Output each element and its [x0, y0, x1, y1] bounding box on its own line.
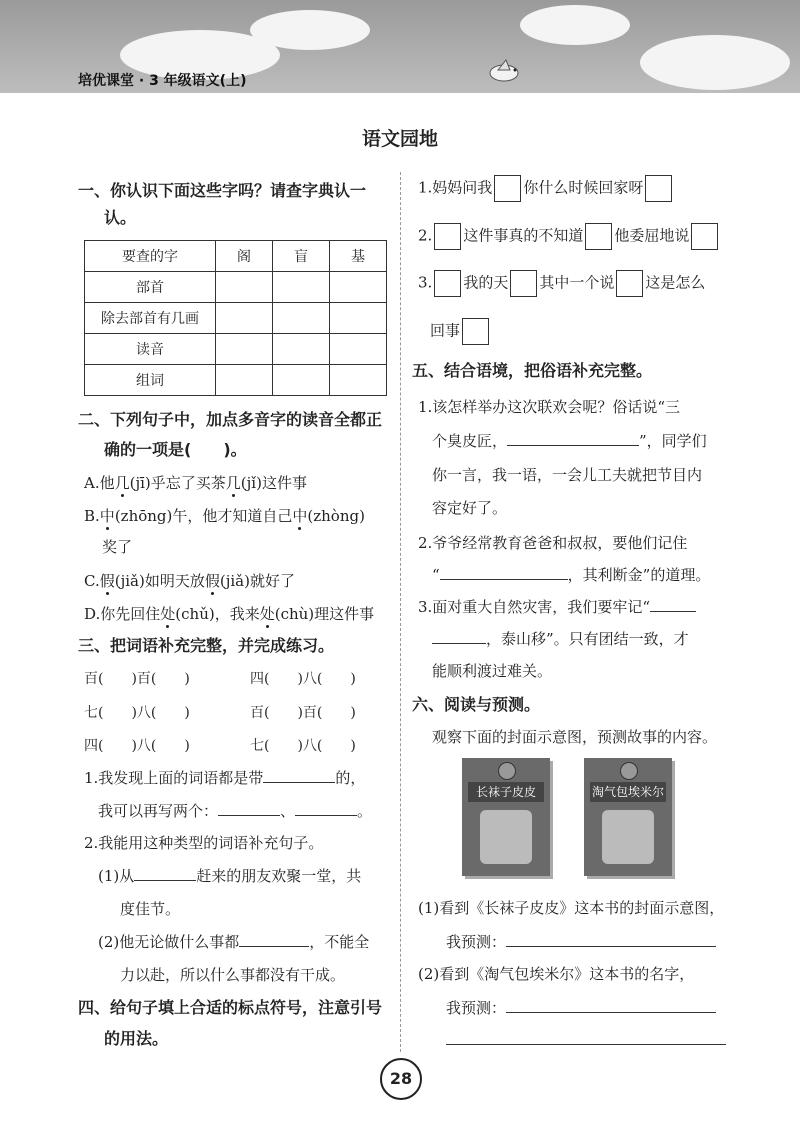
column-divider [400, 172, 401, 1052]
q6-item-2: (2)看到《淘气包埃米尔》这本书的名字， [418, 965, 695, 983]
table-header-cell: 阁 [216, 241, 273, 272]
publisher-seal-icon [620, 762, 638, 780]
q5-item-1-cont3: 容定好了。 [432, 499, 508, 517]
cloud-decoration [640, 35, 790, 90]
text: (zhòng) [307, 507, 365, 525]
punct-box[interactable] [616, 270, 643, 297]
text: (1)从 [98, 867, 135, 885]
answer-blank[interactable] [432, 629, 486, 644]
text: (jǐ)这件事 [240, 474, 307, 492]
q5-item-3-cont [432, 628, 689, 649]
answer-blank[interactable] [506, 932, 716, 947]
text: 我可以再写两个： [98, 802, 219, 820]
q4-line-3 [418, 270, 705, 297]
punct-box[interactable] [462, 318, 489, 345]
answer-blank[interactable] [440, 565, 568, 580]
lookup-table [84, 240, 387, 396]
option-b[interactable] [84, 505, 365, 526]
q4-line-3-cont [430, 318, 491, 345]
q5-item-2-cont [432, 564, 710, 585]
q3-item-2: 2.我能用这种类型的词语补充句子。 [84, 834, 324, 852]
text: (chù)理这件事 [274, 605, 375, 623]
table-cell[interactable] [330, 272, 387, 303]
q5-item-2: 2.爷爷经常教育爸爸和叔叔，要他们记住 [418, 534, 688, 552]
table-cell[interactable] [216, 272, 273, 303]
table-cell[interactable] [273, 272, 330, 303]
table-header-cell: 要查的字 [85, 241, 216, 272]
word-fill[interactable]: 四( )八( ) [250, 671, 356, 687]
table-cell[interactable] [273, 303, 330, 334]
text: (2)他无论做什么事都 [98, 933, 240, 951]
bird-icon [484, 58, 524, 84]
dotted-char: 几 [225, 474, 241, 492]
answer-blank[interactable] [134, 866, 196, 881]
text: ，其利断金”的道理。 [567, 566, 711, 584]
punct-box[interactable] [691, 223, 718, 250]
word-fill[interactable]: 百( )百( ) [84, 671, 190, 687]
table-row [85, 272, 387, 303]
answer-blank[interactable] [650, 597, 696, 612]
q4-title: 四、给句子填上合适的标点符号，注意引号 [78, 998, 383, 1017]
cloud-decoration [520, 5, 630, 45]
table-row-label: 部首 [85, 272, 216, 303]
series-title: 培优课堂 · 3 年级语文(上) [78, 73, 247, 89]
option-d[interactable] [84, 603, 374, 624]
option-c[interactable] [84, 570, 295, 591]
text: (jī)乎忘了买茶 [129, 474, 226, 492]
table-cell[interactable] [216, 365, 273, 396]
text: (jiǎ)如明天放 [114, 572, 205, 590]
q2-title-cont: 确的一项是( )。 [104, 440, 247, 459]
book-title: 淘气包埃米尔 [590, 782, 666, 802]
table-cell[interactable] [330, 334, 387, 365]
table-cell[interactable] [216, 334, 273, 365]
book-cover-pippi [462, 758, 550, 876]
table-header-cell: 基 [330, 241, 387, 272]
q3-item-2-1-cont: 度佳节。 [120, 900, 181, 918]
q4-line-1 [418, 175, 674, 202]
table-row [85, 303, 387, 334]
text: 我预测： [446, 999, 507, 1017]
q3-item-2-2-cont: 力以赴，所以什么事都没有干成。 [120, 966, 346, 984]
text: (chǔ)，我来 [175, 605, 260, 623]
table-row [85, 241, 387, 272]
cover-illustration-icon [602, 810, 654, 864]
text: 他委屈地说 [614, 226, 690, 245]
text: 这件事真的不知道 [463, 226, 584, 245]
answer-blank[interactable] [239, 932, 309, 947]
text: ”，同学们 [639, 432, 707, 450]
q4-title-cont: 的用法。 [104, 1029, 169, 1048]
q6-item-1: (1)看到《长袜子皮皮》这本书的封面示意图， [418, 899, 725, 917]
table-cell[interactable] [330, 365, 387, 396]
table-row [85, 365, 387, 396]
q6-intro: 观察下面的封面示意图，预测故事的内容。 [432, 728, 718, 746]
text: 的， [335, 769, 366, 787]
text: 赶来的朋友欢聚一堂，共 [196, 867, 362, 885]
punct-box[interactable] [434, 223, 461, 250]
text: 这是怎么 [645, 273, 706, 292]
q6-item-2-cont [446, 997, 716, 1018]
punct-box[interactable] [510, 270, 537, 297]
q5-item-3-cont2: 能顺利渡过难关。 [432, 662, 553, 680]
text: “ [432, 566, 440, 584]
text: 1.妈妈问我 [418, 178, 493, 197]
cloud-decoration [250, 10, 370, 50]
q5-item-3 [418, 596, 696, 617]
table-row-label: 除去部首有几画 [85, 303, 216, 334]
option-b-cont: 奖了 [102, 538, 133, 556]
text: 回事 [430, 321, 461, 340]
q3-item-1 [84, 767, 365, 788]
q2-title: 二、下列句子中，加点多音字的读音全都正 [78, 410, 383, 429]
publisher-seal-icon [498, 762, 516, 780]
text: 你什么时候回家呀 [523, 178, 644, 197]
q1-title-cont: 认。 [104, 208, 137, 227]
q5-title: 五、结合语境，把俗语补充完整。 [412, 361, 653, 380]
q4-line-2 [418, 223, 720, 250]
dotted-char: 假 [204, 572, 220, 590]
text: 其中一个说 [539, 273, 615, 292]
answer-blank[interactable] [263, 768, 335, 783]
q5-item-1: 1.该怎样举办这次联欢会呢？俗话说“三 [418, 398, 680, 416]
text: 我预测： [446, 933, 507, 951]
q3-item-2-2 [98, 931, 369, 952]
dotted-char: 假 [99, 572, 115, 590]
table-row-label: 读音 [85, 334, 216, 365]
word-fill[interactable]: 七( )八( ) [250, 738, 356, 754]
punct-box[interactable] [494, 175, 521, 202]
text: 2. [418, 226, 433, 245]
q3-item-2-1 [98, 865, 361, 886]
q6-title: 六、阅读与预测。 [412, 695, 541, 714]
text: 3. [418, 273, 433, 292]
punct-box[interactable] [645, 175, 672, 202]
q1-title: 一、你认识下面这些字吗？请查字典认一 [78, 181, 367, 200]
text: C. [84, 572, 100, 590]
dotted-char: 中 [292, 507, 308, 525]
text: ，不能全 [309, 933, 370, 951]
page-title: 语文园地 [361, 128, 438, 150]
text: ，泰山移”。只有团结一致，才 [486, 630, 689, 648]
table-row [85, 334, 387, 365]
q5-item-1-cont2: 你一言，我一语，一会儿工夫就把节目内 [432, 466, 703, 484]
text: B. [84, 507, 100, 525]
word-fill[interactable]: 百( )百( ) [250, 705, 356, 721]
text: 1.我发现上面的词语都是带 [84, 769, 264, 787]
table-cell[interactable] [216, 303, 273, 334]
q6-item-1-cont [446, 931, 716, 952]
punct-box[interactable] [434, 270, 461, 297]
table-row-label: 组词 [85, 365, 216, 396]
punct-box[interactable] [585, 223, 612, 250]
answer-blank[interactable] [218, 801, 280, 816]
word-fill[interactable]: 四( )八( ) [84, 738, 190, 754]
text: 3.面对重大自然灾害，我们要牢记“ [418, 598, 650, 616]
dotted-char: 几 [114, 474, 130, 492]
table-cell[interactable] [273, 365, 330, 396]
text: 。 [357, 802, 373, 820]
table-header-cell: 盲 [273, 241, 330, 272]
word-fill[interactable]: 七( )八( ) [84, 705, 190, 721]
table-cell[interactable] [330, 303, 387, 334]
header-banner [0, 0, 800, 93]
page-number: 28 [380, 1058, 422, 1100]
text: 我的天 [463, 273, 509, 292]
dotted-char: 处 [160, 605, 176, 623]
table-cell[interactable] [273, 334, 330, 365]
answer-blank[interactable] [507, 431, 639, 446]
text: D.你先回住 [84, 605, 161, 623]
q3-item-1-cont [98, 800, 372, 821]
option-a[interactable] [84, 472, 307, 493]
text: (jiǎ)就好了 [219, 572, 295, 590]
dotted-char: 中 [99, 507, 115, 525]
dotted-char: 处 [259, 605, 275, 623]
text: 、 [280, 802, 296, 820]
q5-item-1-cont [432, 430, 707, 451]
book-title: 长袜子皮皮 [468, 782, 544, 802]
book-cover-emil [584, 758, 672, 876]
answer-blank[interactable] [295, 801, 357, 816]
text: A.他 [84, 474, 115, 492]
answer-blank[interactable] [506, 998, 716, 1013]
text: 个臭皮匠， [432, 432, 508, 450]
answer-line[interactable] [446, 1042, 726, 1045]
q3-title: 三、把词语补充完整，并完成练习。 [78, 636, 335, 655]
text: (zhōng)午，他才知道自己 [114, 507, 293, 525]
cover-illustration-icon [480, 810, 532, 864]
